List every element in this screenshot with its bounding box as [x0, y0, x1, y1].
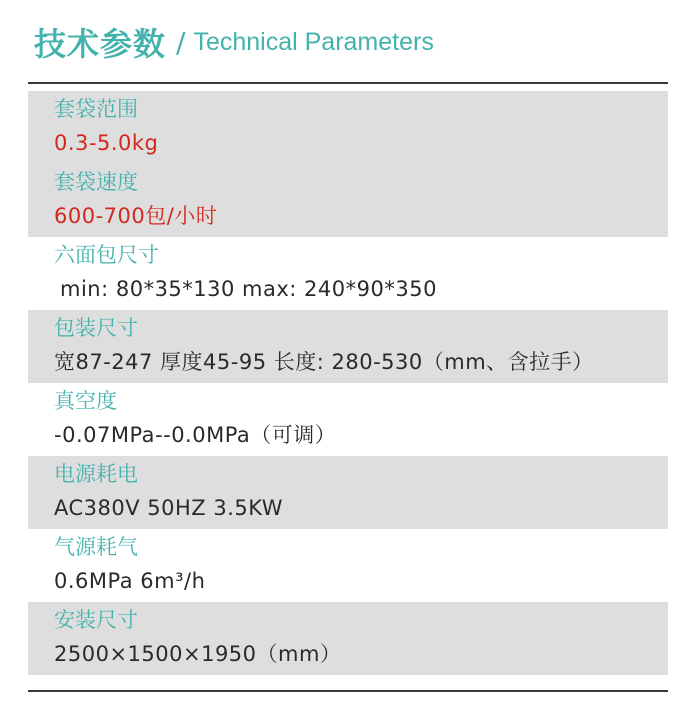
top-divider — [28, 82, 668, 84]
param-label: 包装尺寸 — [54, 316, 138, 340]
param-row-package-size — [28, 237, 668, 310]
parameters-table — [28, 91, 668, 675]
param-value: min: 80*35*130 max: 240*90*350 — [60, 277, 437, 301]
param-value: 宽87-247 厚度45-95 长度: 280-530（mm、含拉手） — [54, 350, 594, 374]
bottom-divider — [28, 690, 668, 692]
param-row-power — [28, 456, 668, 529]
param-label: 套袋范围 — [54, 97, 138, 121]
param-value: 0.6MPa 6m³/h — [54, 569, 206, 593]
param-label: 六面包尺寸 — [54, 243, 159, 267]
param-label: 安装尺寸 — [54, 608, 138, 632]
param-row-packing-size — [28, 310, 668, 383]
param-label: 气源耗气 — [54, 535, 138, 559]
param-value: 600-700包/小时 — [54, 204, 218, 228]
page-header — [34, 14, 434, 70]
param-label: 套袋速度 — [54, 170, 138, 194]
param-label: 电源耗电 — [54, 462, 138, 486]
param-value: AC380V 50HZ 3.5KW — [54, 496, 284, 520]
param-value: 0.3-5.0kg — [54, 131, 159, 155]
param-row-vacuum — [28, 383, 668, 456]
page-title-english: Technical Parameters — [193, 27, 434, 56]
param-row-bagging-range — [28, 91, 668, 164]
page-title-chinese: 技术参数 — [34, 25, 167, 63]
param-value: -0.07MPa--0.0MPa（可调） — [54, 423, 337, 447]
param-row-install-size — [28, 602, 668, 675]
param-value: 2500×1500×1950（mm） — [54, 642, 342, 666]
title-separator: / — [176, 25, 186, 59]
param-row-air — [28, 529, 668, 602]
param-row-bagging-speed — [28, 164, 668, 237]
param-label: 真空度 — [54, 389, 117, 413]
